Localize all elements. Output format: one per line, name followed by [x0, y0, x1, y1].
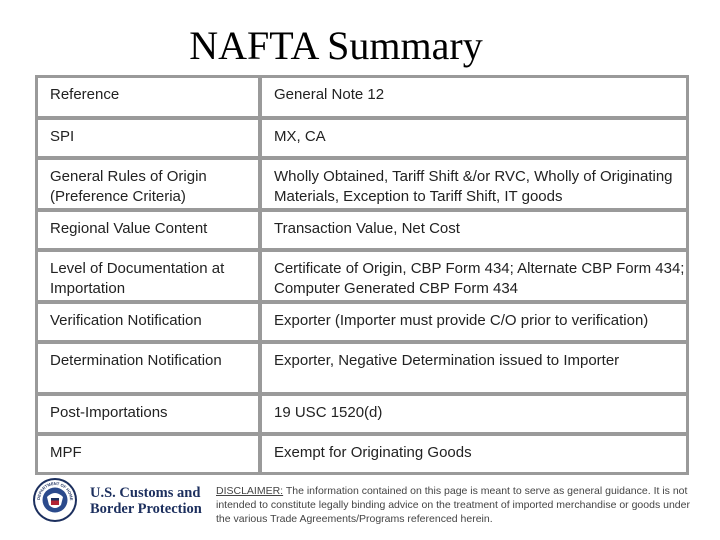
dhs-seal-icon: [32, 477, 78, 523]
row-label: Determination Notification: [38, 344, 258, 392]
table-row: [38, 120, 686, 156]
cbp-logo: [32, 477, 212, 525]
table-row: [38, 396, 686, 432]
row-value: Wholly Obtained, Tariff Shift &/or RVC, Wholly of Originating Materials, Exception to Tariff Shift, IT goods: [262, 160, 686, 208]
table-row: [38, 436, 686, 472]
disclaimer-text: The information contained on this page is meant to serve as general guidance. It is not intended to constitute legally binding advice on the treatment of imported merchandise or goods under the various Trade Agreements/Programs referenced herein.: [216, 485, 690, 525]
table-row: [38, 344, 686, 392]
row-value: 19 USC 1520(d): [262, 396, 686, 432]
table-row: [38, 160, 686, 208]
row-value: Certificate of Origin, CBP Form 434; Alternate CBP Form 434; Computer Generated CBP Form 434: [262, 252, 686, 300]
row-value: Exporter (Importer must provide C/O prior to verification): [262, 304, 686, 340]
table-row: [38, 78, 686, 116]
row-label: Reference: [38, 78, 258, 116]
seal-text: DEPARTMENT OF HOME: [35, 480, 75, 501]
row-label: SPI: [38, 120, 258, 156]
row-value: Transaction Value, Net Cost: [262, 212, 686, 248]
row-value: Exporter, Negative Determination issued to Importer: [262, 344, 686, 392]
disclaimer-label: DISCLAIMER:: [216, 485, 284, 497]
summary-table: [35, 75, 689, 475]
row-label: MPF: [38, 436, 258, 472]
row-value: General Note 12: [262, 78, 686, 116]
row-label: General Rules of Origin (Preference Criteria): [38, 160, 258, 208]
row-label: Verification Notification: [38, 304, 258, 340]
table-row: [38, 252, 686, 300]
cbp-wordmark: [90, 485, 202, 517]
row-value: Exempt for Originating Goods: [262, 436, 686, 472]
row-label: Post-Importations: [38, 396, 258, 432]
page-title: NAFTA Summary: [189, 23, 483, 68]
logo-line-1: U.S. Customs and: [90, 485, 201, 501]
logo-line-2: Border Protection: [90, 501, 202, 517]
table-row: [38, 304, 686, 340]
row-label: Level of Documentation at Importation: [38, 252, 258, 300]
row-value: MX, CA: [262, 120, 686, 156]
row-label: Regional Value Content: [38, 212, 258, 248]
table-row: [38, 212, 686, 248]
disclaimer: [216, 484, 706, 526]
